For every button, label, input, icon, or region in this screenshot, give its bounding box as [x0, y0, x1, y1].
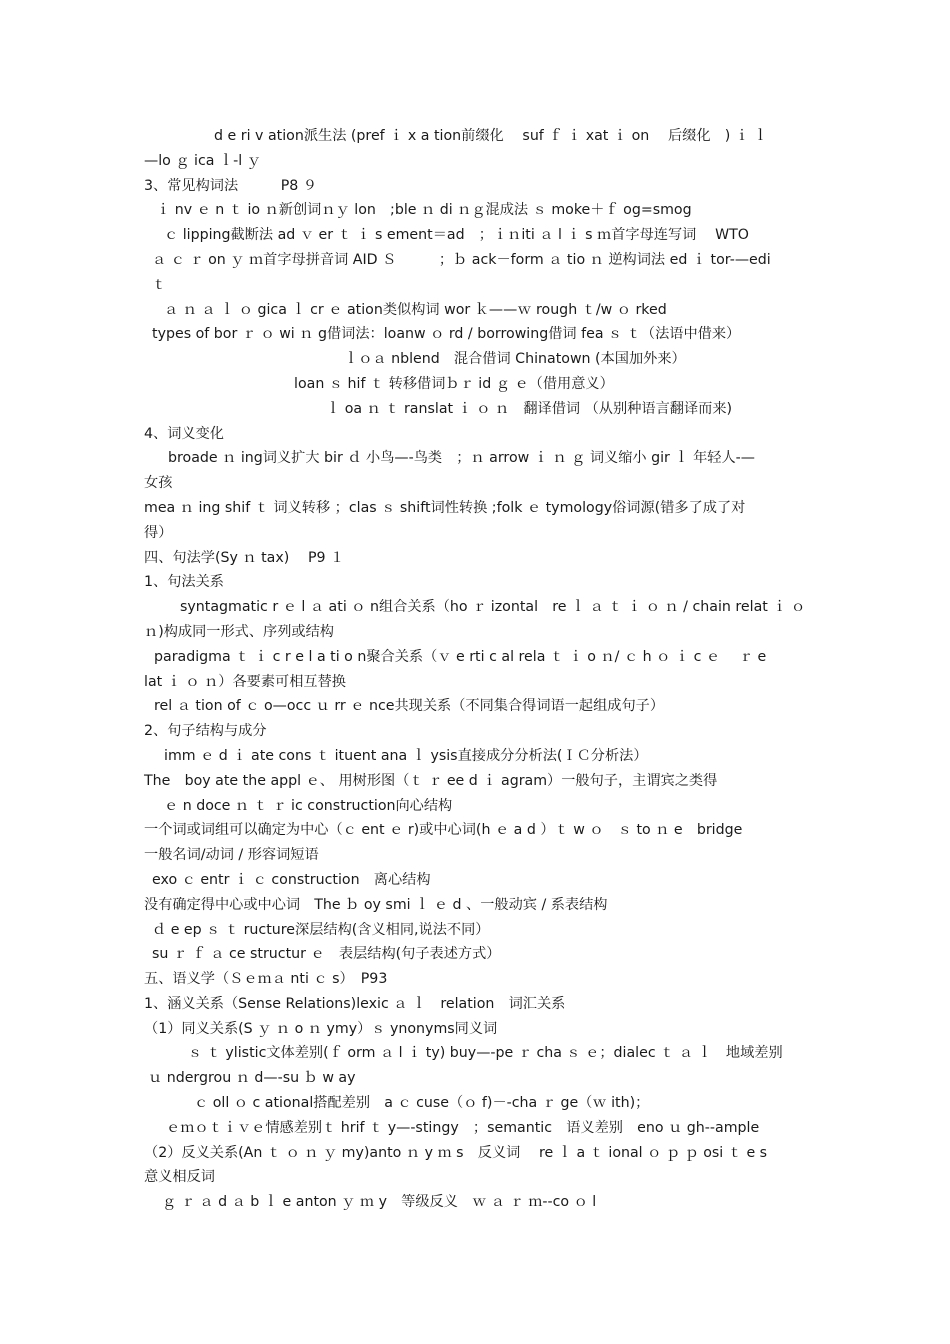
section-heading: 五、语义学（Ｓｅｍａ nti ｃ s） P93	[144, 971, 388, 988]
text-line: imm ｅ d ｉ ate cons ｔ ituent ana ｌ ysis直接成分分析法(ＩＣ分析法）	[164, 747, 648, 764]
section-heading: 1、涵义关系（Sense Relations)lexic ａ ｌ relation 词汇关系	[144, 995, 566, 1012]
text-line: ｅ n doce ｎ ｔ ｒ ic construction向心结构	[164, 797, 453, 814]
section-heading: 3、常见构词法 P8 ９	[144, 177, 317, 194]
text-line: 一个词或词组可以确定为中心（ｃ ent ｅ r)或中心词(h ｅ a d ）ｔ w ｏ ｓ to ｎ e bridge	[144, 822, 743, 839]
text-line: loan ｓ hif ｔ 转移借词ｂｒ id ｇ ｅ（借用意义）	[294, 375, 614, 392]
text-line: （2）反义关系(An ｔ ｏ ｎ ｙ my)anto ｎ y ｍ s 反义词 re ｌ a ｔ ional ｏ ｐ ｐ osi ｔ e s	[144, 1144, 768, 1161]
section-heading: 2、句子结构与成分	[144, 723, 267, 740]
section-heading: 1、句法关系	[144, 574, 224, 591]
text-line: ｓ ｔ ylistic文体差别(ｆ orm ａ l ｉ ty) buy—-pe ｒ cha ｓ ｅ；dialec ｔ ａ ｌ 地域差别	[188, 1045, 783, 1062]
text-line: ａ ｎ ａ ｌ ｏ gica ｌ cr ｅ ation类似构词 wor ｋ——ｗ rough ｔ/w ｏ rked	[164, 301, 667, 318]
text-line: ｅｍｏｔｉｖｅ情感差别ｔ hrif ｔ y—-stingy ；semantic 语义差别 eno ｕ gh--ample	[166, 1119, 760, 1136]
text-line: 意义相反词	[144, 1169, 215, 1186]
text-line: 一般名词/动词 / 形容词短语	[144, 847, 319, 864]
text-line: rel ａ tion of ｃ o—occ ｕ rr ｅ nce共现关系（不同集合得词语一起组成句子）	[154, 698, 665, 715]
text-line: 没有确定得中心或中心词 The ｂ oy smi ｌ ｅ d 、一般动宾 / 系表结构	[144, 896, 608, 913]
text-line: ｉ nv ｅ n ｔ io ｎ新创词ｎｙ lon ;ble ｎ di ｎｇ混成法 ｓ moke＋ｆ og=smog	[156, 202, 692, 219]
text-line: ｌ oa ｎ ｔ ranslat ｉ ｏ ｎ 翻译借词 （从别种语言翻译而来)	[326, 400, 733, 417]
text-line: ｕ ndergrou ｎ d—-su ｂ w ay	[148, 1070, 356, 1087]
text-line: exo ｃ entr ｉ ｃ construction 离心结构	[152, 871, 431, 888]
text-line: ｃ lipping截断法 ad ｖ er ｔ ｉ s ement＝ad ；ｉｎiti ａ l ｉ s ｍ首字母连写词 WTO	[164, 227, 749, 244]
text-line: ｃ oll ｏ c ational搭配差别 a ｃ cuse（ｏ f)－-cha ｒ ge（ｗ ith)；	[194, 1095, 650, 1112]
text-line: （1）同义关系(S ｙ ｎ o ｎ ymy）ｓ ynonyms同义词	[144, 1020, 498, 1037]
text-line: mea ｎ ing shif ｔ 词义转移 ；clas ｓ shift词性转换 ;folk ｅ tymology俗词源(错多了成了对	[144, 499, 746, 516]
section-heading: 4、词义变化	[144, 425, 224, 442]
text-line: d e ri v ation派生法 (pref ｉ x a tion前缀化 suf ｆ ｉ xat ｉ on 后缀化 ) ｉ ｌ	[214, 128, 768, 144]
text-line: su ｒ ｆ ａ ce structur ｅ 表层结构(句子表述方式）	[152, 946, 501, 963]
section-heading: 四、句法学(Sy ｎ tax) P9 １	[144, 549, 345, 566]
text-line: syntagmatic r ｅ l ａ ati ｏ n组合关系（ho ｒ izontal re ｌ ａ ｔ ｉ ｏ ｎ / chain relat ｉ ｏ	[180, 599, 806, 616]
document-body	[144, 124, 804, 1215]
text-line: ｔ	[152, 276, 167, 293]
text-line: ｎ)构成同一形式、序列或结构	[144, 623, 334, 640]
text-line: 女孩	[144, 475, 173, 492]
text-line: 得）	[144, 524, 173, 541]
text-line: The boy ate the appl ｅ、 用树形图（ｔ ｒ ee d ｉ agram）一般句子，主谓宾之类得	[144, 772, 718, 789]
text-line: types of bor ｒ ｏ wi ｎ g借词法：loanw ｏ rd / borrowing借词 fea ｓ ｔ（法语中借来）	[152, 326, 741, 343]
text-line: ｄ e ep ｓ ｔ ructure深层结构(含义相同,说法不同）	[152, 921, 490, 938]
text-line: broade ｎ ing词义扩大 bir ｄ 小鸟—-鸟类 ；ｎ arrow ｉ ｎ ｇ 词义缩小 gir ｌ 年轻人-—	[168, 450, 755, 467]
text-line: —lo ｇ ica ｌ-l ｙ	[144, 152, 261, 169]
text-line: lat ｉ ｏ ｎ）各要素可相互替换	[144, 673, 346, 690]
text-line: ｇ ｒ ａ d ａ b ｌ e anton ｙ ｍ y 等级反义 ｗ ａ ｒ ｍ--co ｏ l	[162, 1194, 597, 1211]
text-line: paradigma ｔ ｉ c r e l a ti o n聚合关系（ｖ e rti c al rela ｔ ｉ o ｎ/ ｃ h ｏ ｉ c ｅ ｒ e	[154, 648, 767, 665]
text-line: ａ ｃ ｒ on ｙ ｍ首字母拼音词 AID Ｓ ；ｂ ack－form ａ tio ｎ 逆构词法 ed ｉ tor-—edi	[152, 251, 771, 268]
text-line: ｌｏａ nblend 混合借词 Chinatown (本国加外来）	[344, 351, 686, 368]
